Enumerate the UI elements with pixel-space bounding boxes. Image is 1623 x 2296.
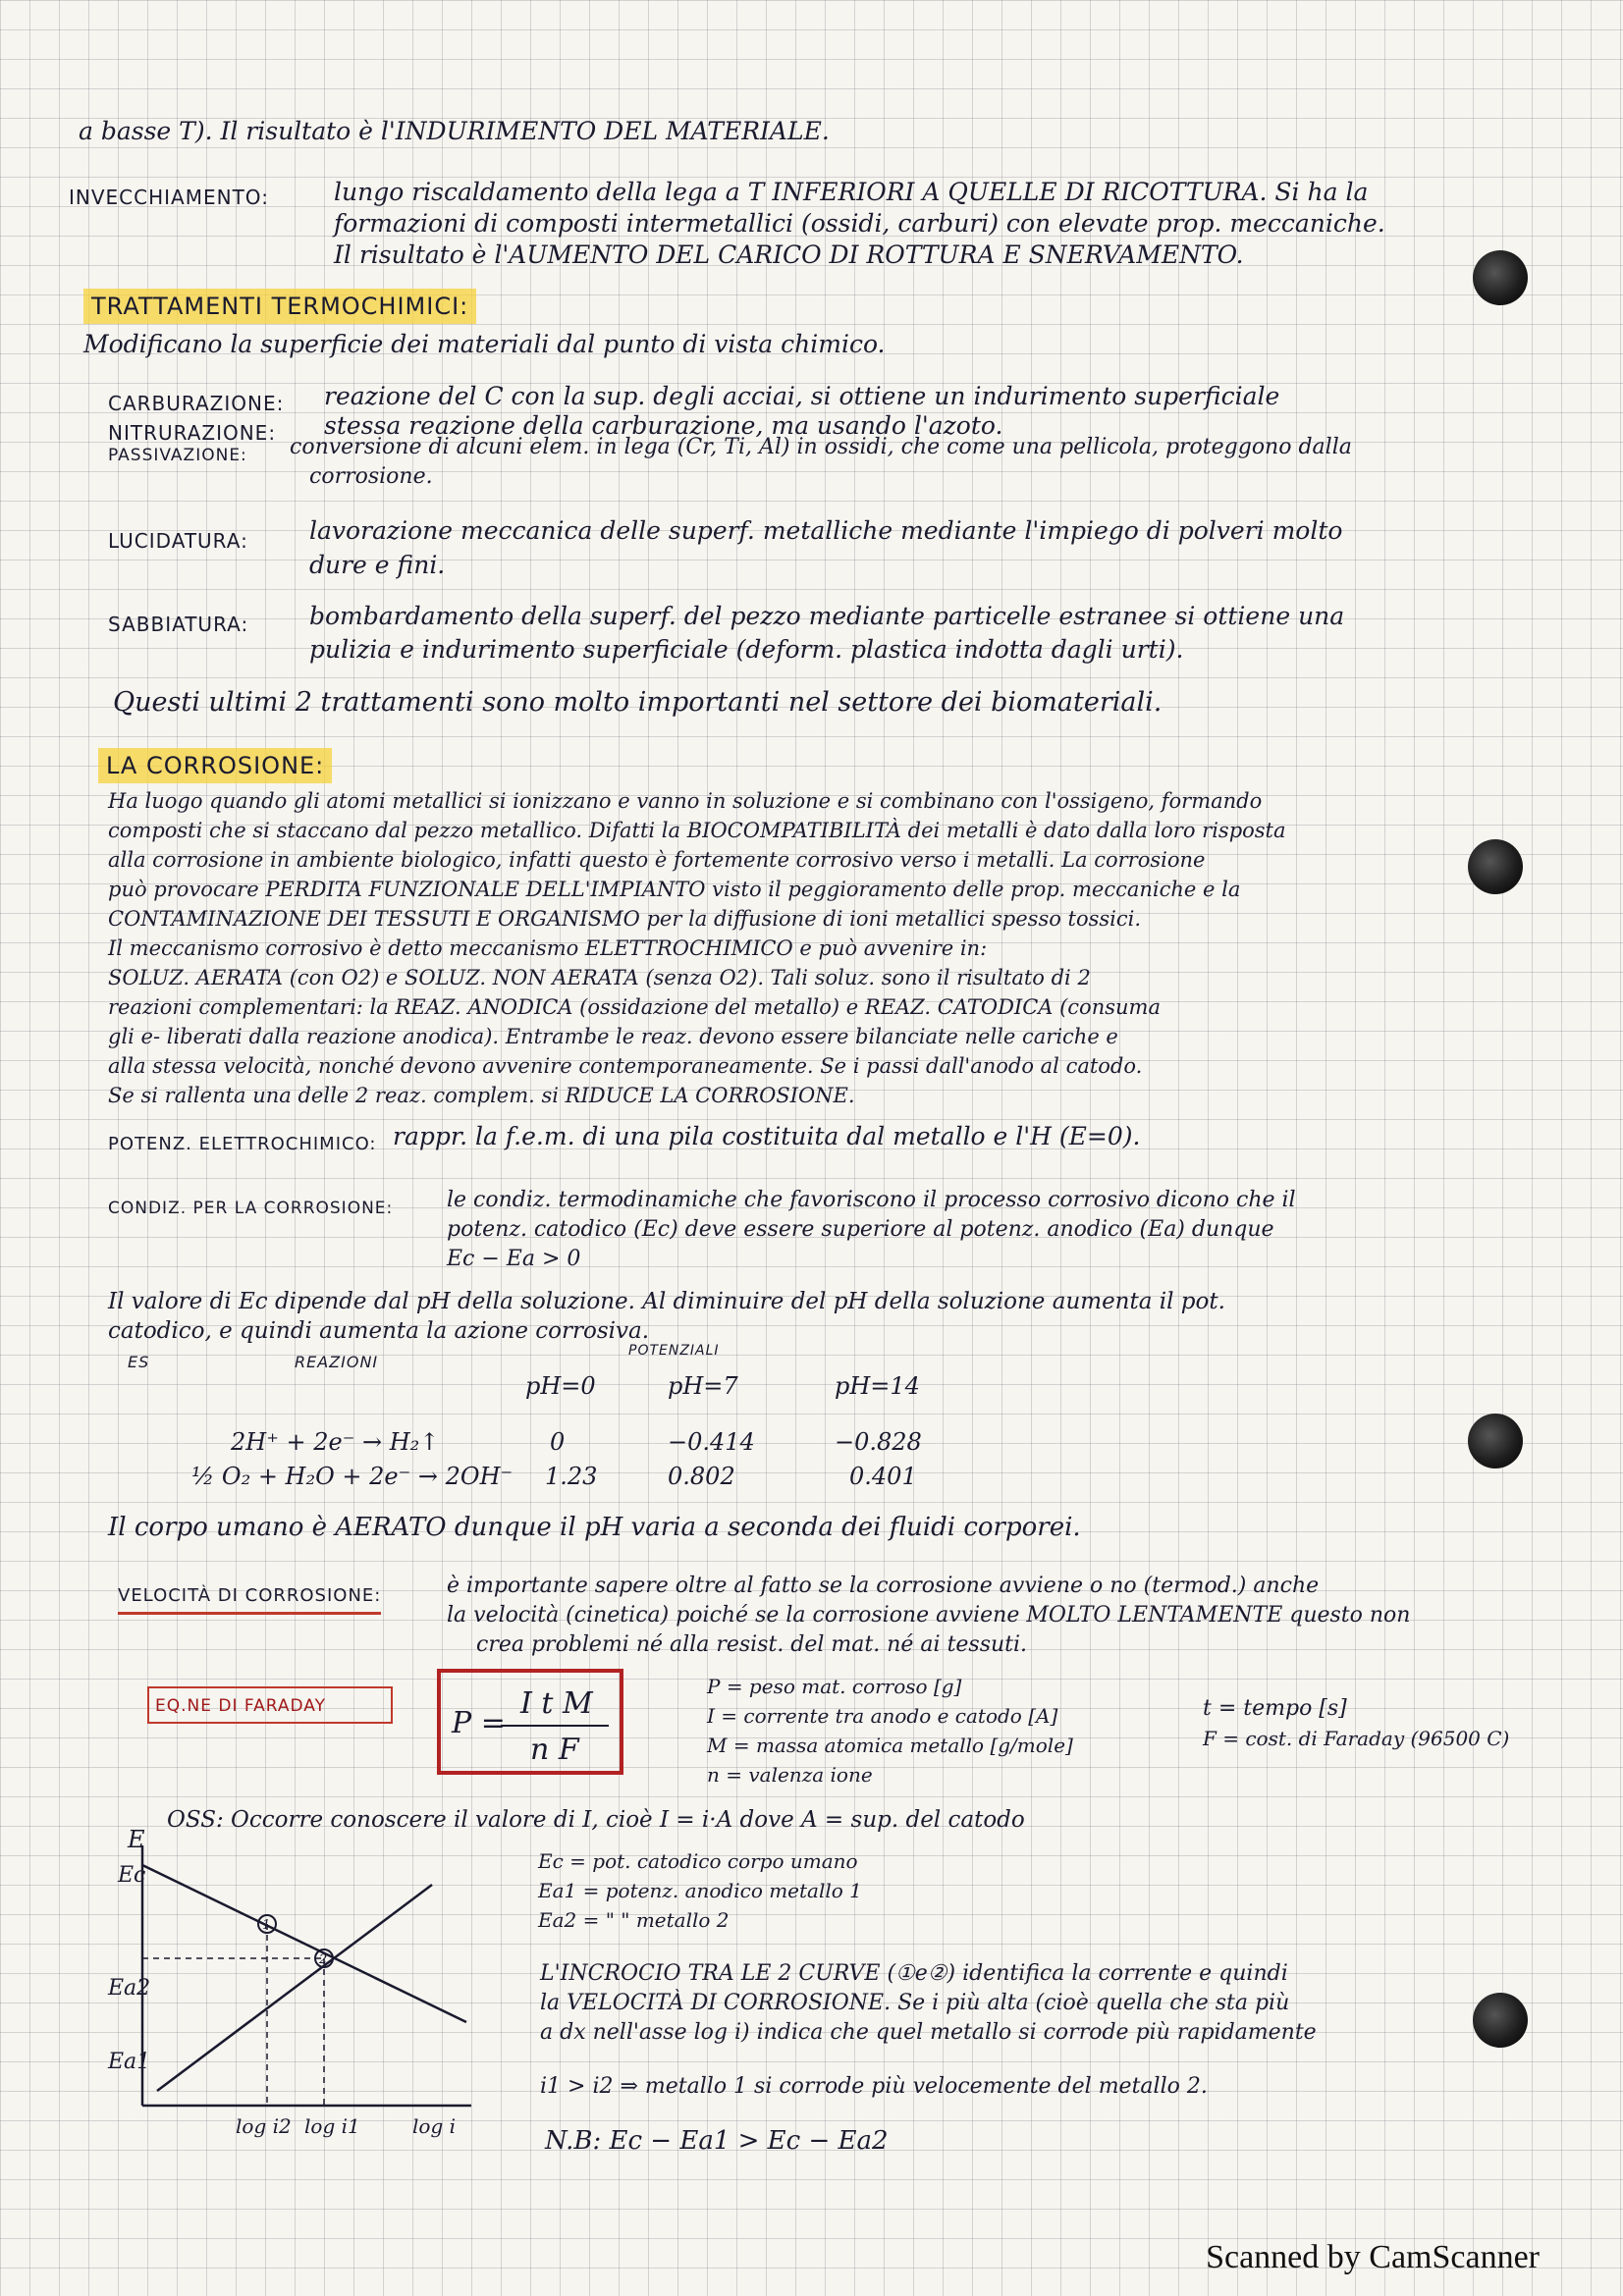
- text-line: reazioni complementari: la REAZ. ANODICA (ossidazione del metallo) e REAZ. CATODICA (consuma: [108, 995, 1161, 1019]
- table-cell: −0.828: [835, 1428, 922, 1456]
- graph-legend: Ea2 = " " metallo 2: [538, 1908, 730, 1932]
- text-line: conversione di alcuni elem. in lega (Cr, Ti, Al) in ossidi, che come una pellicola, proteggono dalla: [290, 435, 1352, 459]
- graph-x-tick: log i: [412, 2114, 456, 2138]
- text-line: a basse T). Il risultato è l'INDURIMENTO DEL MATERIALE.: [79, 117, 830, 145]
- text-line: corrosione.: [309, 464, 433, 489]
- text-line: N.B: Ec − Ea1 > Ec − Ea2: [545, 2126, 889, 2156]
- text-line: L'INCROCIO TRA LE 2 CURVE (①e②) identifica la corrente e quindi: [540, 1961, 1288, 1986]
- text-line: lavorazione meccanica delle superf. metalliche mediante l'impiego di polveri molto: [309, 516, 1343, 545]
- punch-hole-1: [1473, 250, 1528, 305]
- anodic-line-2: [157, 1924, 432, 2007]
- text-line: la VELOCITÀ DI CORROSIONE. Se i più alta (cioè quella che sta più: [540, 1991, 1290, 2015]
- graph-label-ec: Ec: [118, 1863, 146, 1888]
- text-line: Il meccanismo corrosivo è detto meccanismo ELETTROCHIMICO e può avvenire in:: [108, 936, 988, 960]
- text-line: Il risultato è l'AUMENTO DEL CARICO DI ROTTURA E SNERVAMENTO.: [334, 240, 1244, 269]
- text-line: lungo riscaldamento della lega a T INFERIORI A QUELLE DI RICOTTURA. Si ha la: [334, 178, 1369, 206]
- table-cell: 0: [550, 1428, 566, 1456]
- table-cell: −0.414: [668, 1428, 755, 1456]
- term-sabbiatura: SABBIATURA:: [108, 613, 249, 636]
- text-line: bombardamento della superf. del pezzo mediante particelle estranee si ottiene una: [309, 602, 1345, 630]
- table-potenziali-header: POTENZIALI: [628, 1343, 720, 1359]
- formula-numerator: I t M: [520, 1686, 593, 1721]
- punch-hole-4: [1473, 1993, 1528, 2048]
- text-line: a dx nell'asse log i) indica che quel metallo si corrode più rapidamente: [540, 2020, 1317, 2045]
- graph-marker-label: 2: [319, 1952, 328, 1967]
- graph-legend: Ea1 = potenz. anodico metallo 1: [538, 1879, 862, 1902]
- text-line: composti che si staccano dal pezzo metallico. Difatti la BIOCOMPATIBILITÀ dei metalli è dato dalla loro risposta: [108, 819, 1286, 842]
- text-line: reazione del C con la sup. degli acciai, si ottiene un indurimento superficiale: [324, 382, 1280, 410]
- heading-trattamenti-termochimici: TRATTAMENTI TERMOCHIMICI:: [83, 289, 476, 324]
- term-faraday: EQ.NE DI FARADAY: [155, 1696, 326, 1716]
- punch-hole-2: [1468, 839, 1523, 894]
- term-nitrurazione: NITRURAZIONE:: [108, 421, 277, 445]
- text-line: dure e fini.: [309, 551, 446, 579]
- text-line: le condiz. termodinamiche che favoriscono il processo corrosivo dicono che il: [447, 1188, 1296, 1212]
- table-row-reaction: ½ O₂ + H₂O + 2e⁻ → 2OH⁻: [191, 1463, 514, 1490]
- faraday-def: M = massa atomica metallo [g/mole]: [707, 1734, 1073, 1757]
- faraday-def: P = peso mat. corroso [g]: [707, 1675, 962, 1698]
- graph-legend: Ec = pot. catodico corpo umano: [538, 1849, 858, 1873]
- faraday-def: F = cost. di Faraday (96500 C): [1203, 1727, 1510, 1750]
- text-line: gli e- liberati dalla reazione anodica). Entrambe le reaz. devono essere bilanciate nelle cariche e: [108, 1025, 1118, 1048]
- text-line: alla corrosione in ambiente biologico, infatti questo è fortemente corrosivo verso i metalli. La corrosione: [108, 848, 1206, 872]
- text-line: formazioni di composti intermetallici (ossidi, carburi) con elevate prop. meccaniche.: [334, 209, 1385, 238]
- table-reazioni-header: REAZIONI: [295, 1353, 379, 1371]
- table-cell: 0.802: [668, 1463, 735, 1490]
- faraday-def: n = valenza ione: [707, 1763, 873, 1787]
- formula-denominator: n F: [530, 1733, 579, 1767]
- fraction-bar: [501, 1725, 609, 1727]
- table-col-header: pH=0: [525, 1372, 596, 1400]
- scanner-footer: Scanned by CamScanner: [1206, 2239, 1540, 2275]
- text-line: Modificano la superficie dei materiali dal punto di vista chimico.: [83, 330, 886, 358]
- table-col-header: pH=7: [668, 1372, 738, 1400]
- heading-la-corrosione: LA CORROSIONE:: [98, 748, 332, 783]
- table-cell: 1.23: [545, 1463, 598, 1490]
- table-cell: 0.401: [849, 1463, 917, 1490]
- text-line: crea problemi né alla resist. del mat. né ai tessuti.: [476, 1632, 1028, 1657]
- text-line: alla stessa velocità, nonché devono avvenire contemporaneamente. Se i passi dall'anodo al catodo.: [108, 1054, 1143, 1078]
- text-line: rappr. la f.e.m. di una pila costituita dal metallo e l'H (E=0).: [393, 1122, 1141, 1150]
- table-row-reaction: 2H⁺ + 2e⁻ → H₂↑: [231, 1428, 440, 1456]
- table-es-label: ES: [128, 1353, 150, 1371]
- table-col-header: pH=14: [835, 1372, 920, 1400]
- cathodic-line: [142, 1865, 466, 2022]
- graph-y-label: E: [128, 1826, 145, 1853]
- text-line: Questi ultimi 2 trattamenti sono molto importanti nel settore dei biomateriali.: [113, 687, 1163, 718]
- term-carburazione: CARBURAZIONE:: [108, 392, 285, 415]
- text-line: i1 > i2 ⇒ metallo 1 si corrode più velocemente del metallo 2.: [540, 2074, 1208, 2099]
- punch-hole-3: [1468, 1414, 1523, 1468]
- text-line: è importante sapere oltre al fatto se la corrosione avviene o no (termod.) anche: [447, 1574, 1320, 1598]
- graph-label-ea1: Ea1: [108, 2050, 151, 2074]
- text-line: Il valore di Ec dipende dal pH della soluzione. Al diminuire del pH della soluzione aumenta il pot.: [108, 1289, 1225, 1314]
- graph-marker-label: 1: [262, 1918, 271, 1933]
- text-line: potenz. catodico (Ec) deve essere superiore al potenz. anodico (Ea) dunque: [447, 1217, 1274, 1242]
- text-line: SOLUZ. AERATA (con O2) e SOLUZ. NON AERATA (senza O2). Tali soluz. sono il risultato di 2: [108, 966, 1091, 989]
- graph-label-ea2: Ea2: [108, 1976, 151, 2001]
- term-condizioni-corrosione: CONDIZ. PER LA CORROSIONE:: [108, 1199, 394, 1218]
- anodic-line-1: [157, 1885, 432, 2091]
- text-line: pulizia e indurimento superficiale (deform. plastica indotta dagli urti).: [309, 635, 1184, 664]
- text-line: Il corpo umano è AERATO dunque il pH varia a seconda dei fluidi corporei.: [108, 1513, 1081, 1542]
- term-invecchiamento: INVECCHIAMENTO:: [69, 186, 269, 209]
- faraday-def: I = corrente tra anodo e catodo [A]: [707, 1704, 1058, 1728]
- text-line: catodico, e quindi aumenta la azione corrosiva.: [108, 1318, 650, 1344]
- text-line: la velocità (cinetica) poiché se la corrosione avviene MOLTO LENTAMENTE questo non: [447, 1603, 1411, 1628]
- term-lucidatura: LUCIDATURA:: [108, 529, 248, 553]
- polarization-graph: [98, 1826, 491, 2150]
- text-line: Ec − Ea > 0: [447, 1247, 581, 1271]
- term-passivazione: PASSIVAZIONE:: [108, 446, 247, 465]
- formula-p: P =: [452, 1706, 506, 1740]
- text-line: può provocare PERDITA FUNZIONALE DELL'IMPIANTO visto il peggioramento delle prop. meccaniche e la: [108, 878, 1241, 901]
- text-line: Se si rallenta una delle 2 reaz. complem. si RIDUCE LA CORROSIONE.: [108, 1084, 855, 1107]
- term-potenziale-elettrochimico: POTENZ. ELETTROCHIMICO:: [108, 1134, 377, 1154]
- graph-x-tick: log i1: [304, 2114, 360, 2138]
- graph-x-tick: log i2: [236, 2114, 292, 2138]
- text-line: Ha luogo quando gli atomi metallici si ionizzano e vanno in soluzione e si combinano con l'ossigeno, formando: [108, 789, 1263, 813]
- term-velocita-corrosione: VELOCITÀ DI CORROSIONE:: [118, 1580, 381, 1615]
- text-line: OSS: Occorre conoscere il valore di I, cioè I = i·A dove A = sup. del catodo: [167, 1807, 1025, 1833]
- text-line: CONTAMINAZIONE DEI TESSUTI E ORGANISMO per la diffusione di ioni metallici spesso tossici.: [108, 907, 1142, 931]
- faraday-def: t = tempo [s]: [1203, 1696, 1347, 1721]
- text-line: stessa reazione della carburazione, ma usando l'azoto.: [324, 411, 1003, 440]
